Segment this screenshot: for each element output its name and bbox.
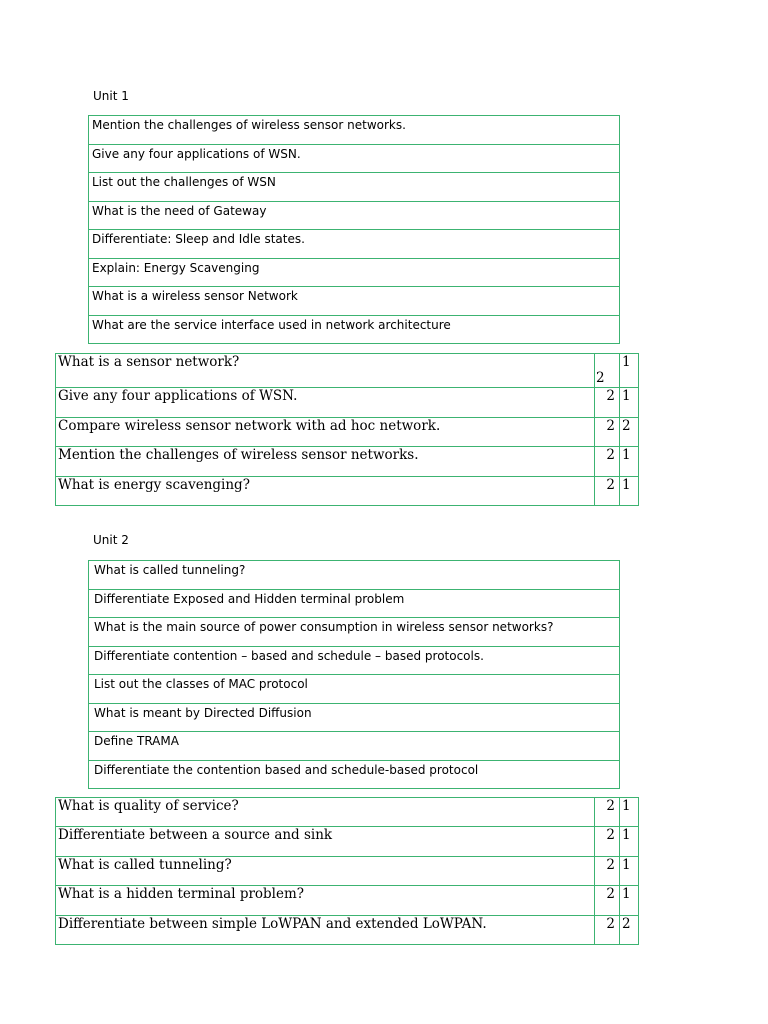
question-cell: Differentiate between a source and sink [56, 827, 595, 856]
question-cell: What are the service interface used in network architecture [89, 315, 620, 344]
question-cell: Differentiate between simple LoWPAN and extended LoWPAN. [56, 915, 595, 944]
question-cell: Differentiate the contention based and schedule-based protocol [89, 760, 620, 789]
level-cell: 1 [620, 798, 639, 827]
level-cell: 1 [620, 886, 639, 915]
level-cell: 1 [620, 388, 639, 418]
level-cell: 1 [620, 856, 639, 885]
question-cell: What is meant by Directed Diffusion [89, 703, 620, 732]
level-cell: 1 [620, 354, 639, 388]
marks-cell: 2 [595, 915, 620, 944]
question-cell: What is called tunneling? [89, 561, 620, 590]
question-cell: Define TRAMA [89, 732, 620, 761]
unit-2-question-table-b [55, 797, 639, 945]
question-cell: Differentiate Exposed and Hidden terminal problem [89, 589, 620, 618]
question-cell: List out the classes of MAC protocol [89, 675, 620, 704]
marks-cell: 2 [595, 388, 620, 418]
marks-cell: 2 [595, 856, 620, 885]
level-cell: 2 [620, 915, 639, 944]
question-cell: Mention the challenges of wireless sensor networks. [56, 447, 595, 477]
level-cell: 1 [620, 476, 639, 506]
marks-cell: 2 [595, 354, 620, 388]
question-cell: Give any four applications of WSN. [56, 388, 595, 418]
question-cell: Mention the challenges of wireless sensor networks. [89, 116, 620, 145]
unit-1-heading: Unit 1 [93, 89, 129, 103]
level-cell: 1 [620, 827, 639, 856]
question-cell: Compare wireless sensor network with ad hoc network. [56, 417, 595, 447]
marks-cell: 2 [595, 827, 620, 856]
marks-cell: 2 [595, 417, 620, 447]
marks-cell: 2 [595, 476, 620, 506]
level-cell: 1 [620, 447, 639, 477]
question-cell: Differentiate contention – based and schedule – based protocols. [89, 646, 620, 675]
question-cell: What is energy scavenging? [56, 476, 595, 506]
level-cell: 2 [620, 417, 639, 447]
question-cell: What is the need of Gateway [89, 201, 620, 230]
question-cell: List out the challenges of WSN [89, 173, 620, 202]
unit-2-heading: Unit 2 [93, 533, 129, 547]
question-cell: Differentiate: Sleep and Idle states. [89, 230, 620, 259]
question-cell: Give any four applications of WSN. [89, 144, 620, 173]
question-cell: What is a wireless sensor Network [89, 287, 620, 316]
marks-cell: 2 [595, 798, 620, 827]
question-cell: What is a hidden terminal problem? [56, 886, 595, 915]
question-cell: What is the main source of power consumption in wireless sensor networks? [89, 618, 620, 647]
question-cell: What is quality of service? [56, 798, 595, 827]
marks-cell: 2 [595, 447, 620, 477]
unit-1-question-table-a [88, 115, 620, 344]
unit-1-question-table-b [55, 353, 639, 506]
marks-cell: 2 [595, 886, 620, 915]
unit-2-question-table-a [88, 560, 620, 789]
question-cell: Explain: Energy Scavenging [89, 258, 620, 287]
question-cell: What is called tunneling? [56, 856, 595, 885]
question-cell: What is a sensor network? [56, 354, 595, 388]
